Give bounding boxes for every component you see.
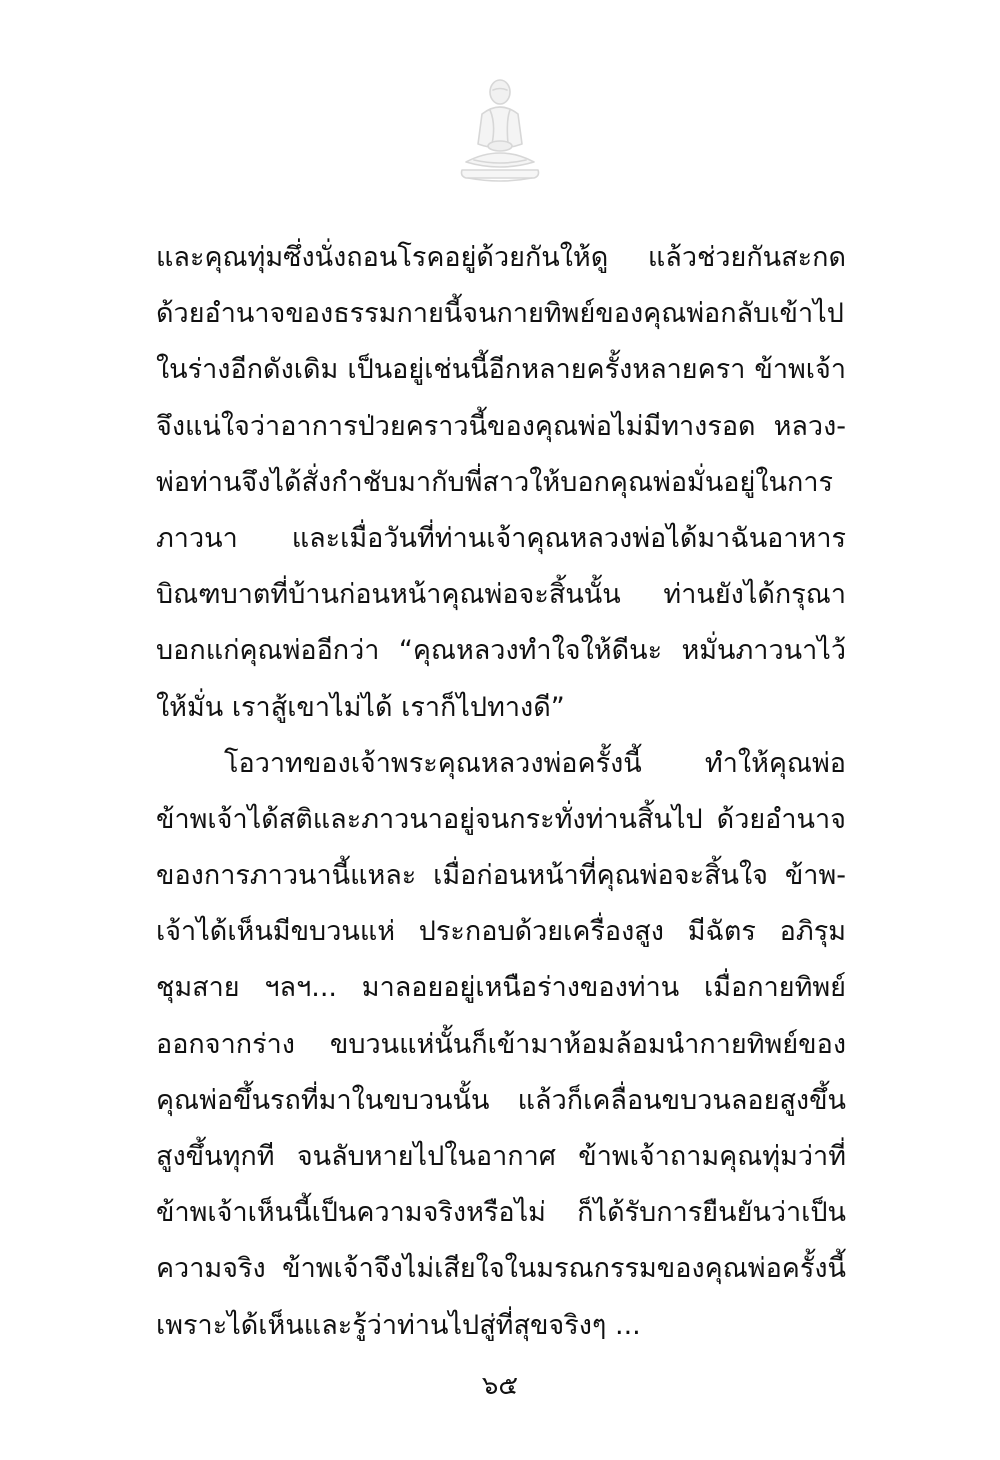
body-text: [156, 230, 846, 1354]
text-line: บิณฑบาตที่บ้านก่อนหน้าคุณพ่อจะสิ้นนั้น ท่านยังได้กรุณา: [156, 579, 846, 611]
text-line: ของการภาวนานี้แหละ เมื่อก่อนหน้าที่คุณพ่อจะสิ้นใจ ข้าพ-: [156, 860, 846, 892]
text-line: ให้มั่น เราสู้เขาไม่ได้ เราก็ไปทางดี”: [156, 691, 565, 723]
text-line: ข้าพเจ้าเห็นนี้เป็นความจริงหรือไม่ ก็ได้รับการยืนยันว่าเป็น: [156, 1197, 846, 1229]
text-line: เพราะได้เห็นและรู้ว่าท่านไปสู่ที่สุขจริงๆ ...: [156, 1309, 641, 1341]
paragraph-start-line: โอวาทของเจ้าพระคุณหลวงพ่อครั้งนี้ ทำให้คุณพ่อ: [224, 747, 846, 779]
text-line: ชุมสาย ฯลฯ... มาลอยอยู่เหนือร่างของท่าน เมื่อกายทิพย์: [156, 972, 846, 1004]
text-line: คุณพ่อขึ้นรถที่มาในขบวนนั้น แล้วก็เคลื่อนขบวนลอยสูงขึ้น: [156, 1084, 846, 1116]
seated-monk-icon: [452, 70, 548, 186]
page-number: ๖๕: [481, 1371, 519, 1401]
text-line: เจ้าได้เห็นมีขบวนแห่ ประกอบด้วยเครื่องสูง มีฉัตร อภิรุม: [156, 916, 846, 948]
text-line: ความจริง ข้าพเจ้าจึงไม่เสียใจในมรณกรรมของคุณพ่อครั้งนี้: [156, 1253, 846, 1285]
text-line: ในร่างอีกดังเดิม เป็นอยู่เช่นนี้อีกหลายครั้งหลายครา ข้าพเจ้า: [156, 354, 846, 386]
text-line: บอกแก่คุณพ่ออีกว่า “คุณหลวงทำใจให้ดีนะ หมั่นภาวนาไว้: [156, 635, 846, 667]
text-line: สูงขึ้นทุกที จนลับหายไปในอากาศ ข้าพเจ้าถามคุณทุ่มว่าที่: [156, 1141, 846, 1172]
text-line: และคุณทุ่มซึ่งนั่งถอนโรคอยู่ด้วยกันให้ดู แล้วช่วยกันสะกด: [156, 242, 846, 273]
text-line: จึงแน่ใจว่าอาการป่วยคราวนี้ของคุณพ่อไม่มีทางรอด หลวง-: [156, 410, 846, 442]
text-line: ภาวนา และเมื่อวันที่ท่านเจ้าคุณหลวงพ่อได้มาฉันอาหาร: [156, 522, 846, 554]
text-line: พ่อท่านจึงได้สั่งกำชับมากับพี่สาวให้บอกคุณพ่อมั่นอยู่ในการ: [156, 466, 833, 498]
text-line: ข้าพเจ้าได้สติและภาวนาอยู่จนกระทั่งท่านสิ้นไป ด้วยอำนาจ: [156, 803, 846, 835]
text-line: ด้วยอำนาจของธรรมกายนี้จนกายทิพย์ของคุณพ่อกลับเข้าไป: [156, 298, 844, 330]
text-line: ออกจากร่าง ขบวนแห่นั้นก็เข้ามาห้อมล้อมนำกายทิพย์ของ: [156, 1028, 846, 1060]
